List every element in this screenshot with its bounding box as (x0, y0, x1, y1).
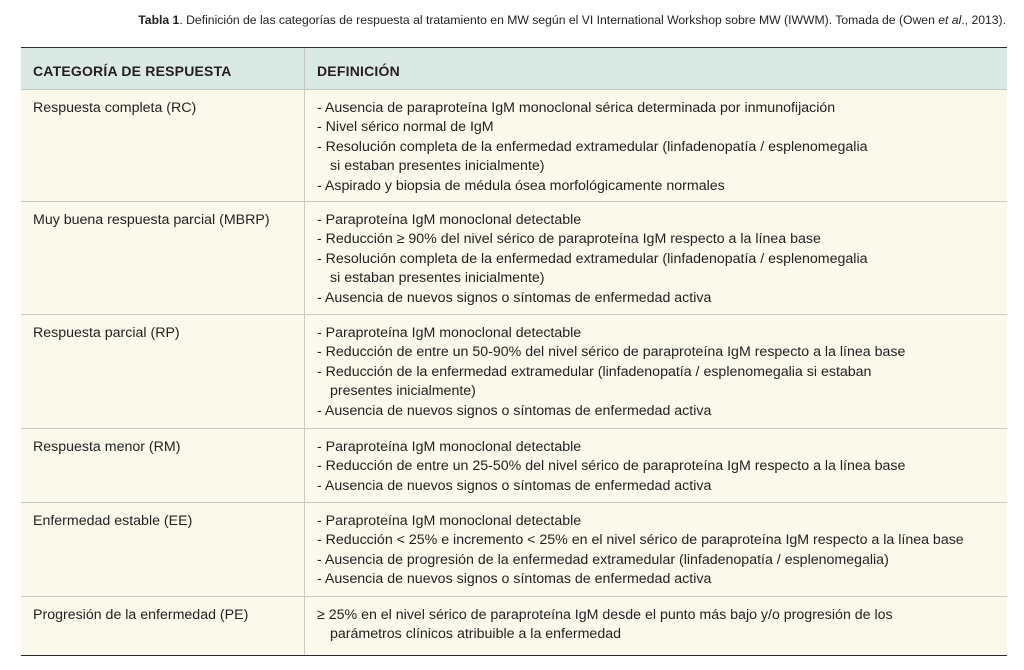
row-definition (305, 90, 1007, 201)
table-row (21, 202, 1007, 315)
definition-line: - Ausencia de nuevos signos o síntomas de enfermedad activa (317, 289, 712, 306)
header-category: CATEGORÍA DE RESPUESTA (21, 48, 305, 89)
definition-line: ≥ 25% en el nivel sérico de paraproteína IgM desde el punto más bajo y/o progresión de los (317, 607, 893, 623)
table-caption (138, 13, 1006, 27)
definition-line: - Paraproteína IgM monoclonal detectable (317, 439, 582, 455)
row-category: Respuesta completa (RC) (21, 90, 305, 201)
row-category: Enfermedad estable (EE) (21, 503, 305, 596)
row-definition (305, 597, 1007, 655)
definition-line: - Aspirado y biopsia de médula ósea morfológicamente normales (317, 177, 725, 194)
definition-line: - Paraproteína IgM monoclonal detectable (317, 513, 582, 529)
row-definition (305, 429, 1007, 502)
row-definition (305, 202, 1007, 314)
row-category: Respuesta menor (RM) (21, 429, 305, 502)
table-row (21, 90, 1007, 202)
definition-line: - Ausencia de progresión de la enfermedad extramedular (linfadenopatía / esplenomegalia) (317, 551, 889, 568)
table-row (21, 503, 1007, 597)
table-row (21, 315, 1007, 429)
definition-line: - Reducción de entre un 50-90% del nivel sérico de paraproteína IgM respecto a la línea base (317, 344, 906, 361)
definition-line: - Reducción de la enfermedad extramedular (linfadenopatía / esplenomegalia si estaban (317, 363, 872, 380)
definition-line: parámetros clínicos atribuible a la enfermedad (330, 626, 621, 643)
definition-line: presentes inicialmente) (330, 383, 476, 400)
table-row (21, 597, 1007, 655)
definition-line: - Ausencia de paraproteína IgM monoclonal sérica determinada por inmunofijación (317, 100, 836, 116)
caption-label: Tabla 1 (138, 13, 180, 27)
definition-line: - Reducción ≥ 90% del nivel sérico de paraproteína IgM respecto a la línea base (317, 231, 821, 248)
row-category: Progresión de la enfermedad (PE) (21, 597, 305, 655)
definition-line: si estaban presentes inicialmente) (330, 158, 545, 175)
definition-line: - Reducción < 25% e incremento < 25% en el nivel sérico de paraproteína IgM respecto a la línea base (317, 532, 964, 549)
definition-line: - Ausencia de nuevos signos o síntomas de enfermedad activa (317, 571, 712, 588)
row-category: Respuesta parcial (RP) (21, 315, 305, 428)
definition-line: - Reducción de entre un 25-50% del nivel sérico de paraproteína IgM respecto a la línea base (317, 458, 906, 475)
row-definition (305, 315, 1007, 428)
definition-line: si estaban presentes inicialmente) (330, 270, 545, 287)
caption-tail: ., 2013). (961, 13, 1006, 27)
row-definition (305, 503, 1007, 596)
response-criteria-table (21, 47, 1007, 656)
definition-line: - Paraproteína IgM monoclonal detectable (317, 325, 582, 341)
row-category: Muy buena respuesta parcial (MBRP) (21, 202, 305, 314)
caption-et-al: et al (938, 13, 962, 27)
definition-line: - Paraproteína IgM monoclonal detectable (317, 212, 582, 228)
table-header (21, 48, 1007, 90)
caption-text: . Definición de las categorías de respuesta al tratamiento en MW según el VI International Workshop sobre MW (IWWM). Tomada de (Owen (179, 13, 939, 27)
definition-line: - Nivel sérico normal de IgM (317, 119, 494, 136)
definition-line: - Ausencia de nuevos signos o síntomas de enfermedad activa (317, 402, 712, 419)
table-row (21, 429, 1007, 503)
definition-line: - Resolución completa de la enfermedad extramedular (linfadenopatía / esplenomegalia (317, 250, 868, 267)
definition-line: - Resolución completa de la enfermedad extramedular (linfadenopatía / esplenomegalia (317, 138, 868, 155)
header-definition: DEFINICIÓN (317, 62, 400, 79)
definition-line: - Ausencia de nuevos signos o síntomas de enfermedad activa (317, 477, 712, 494)
